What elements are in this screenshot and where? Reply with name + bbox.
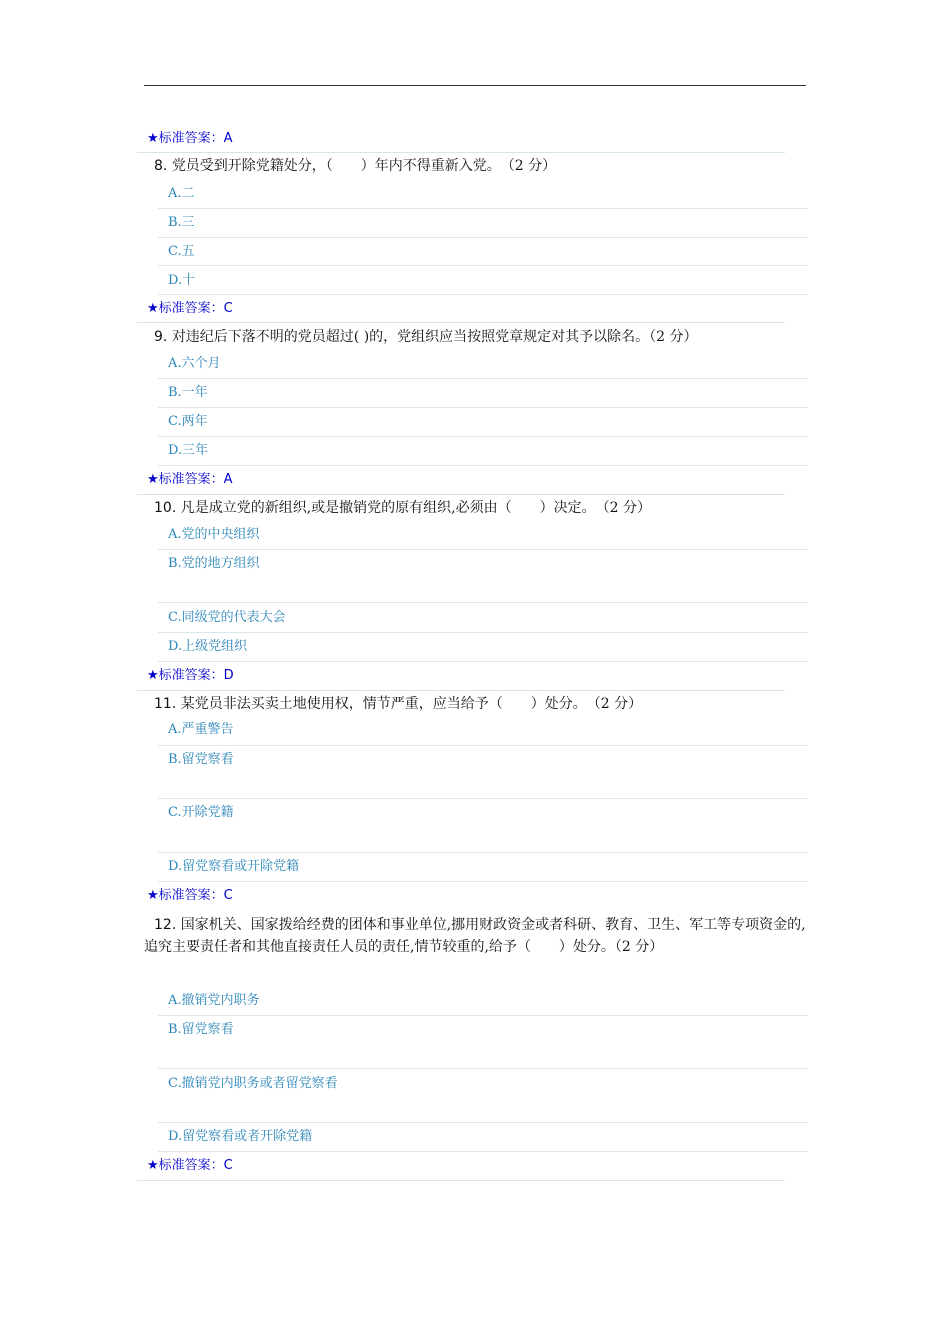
answer-label: ★标准答案： (147, 301, 224, 316)
option-11a[interactable]: A.严重警告 (168, 722, 234, 737)
option-rule (158, 1068, 808, 1069)
answer-line-11 (147, 888, 233, 904)
answer-line-8 (147, 301, 233, 317)
question-10 (154, 497, 651, 519)
question-number: 9. (154, 329, 168, 345)
option-12a[interactable]: A.撤销党内职务 (168, 993, 260, 1008)
option-rule (158, 1015, 808, 1016)
option-8d[interactable]: D.十 (168, 273, 196, 288)
answer-rule (137, 1180, 785, 1181)
option-rule (158, 661, 808, 662)
option-rule (158, 798, 808, 799)
option-rule (158, 632, 808, 633)
question-8 (154, 155, 556, 177)
option-rule (158, 852, 808, 853)
question-number: 12. (154, 917, 177, 933)
option-10a[interactable]: A.党的中央组织 (168, 527, 260, 542)
question-number: 11. (154, 696, 177, 712)
question-number: 10. (154, 500, 177, 516)
answer-label: ★标准答案： (147, 1158, 224, 1173)
answer-label: ★标准答案： (147, 668, 224, 683)
option-12d[interactable]: D.留党察看或者开除党籍 (168, 1129, 313, 1144)
answer-value: A (223, 131, 233, 146)
option-rule (158, 881, 808, 882)
option-rule (158, 378, 808, 379)
option-rule (158, 407, 808, 408)
option-rule (158, 265, 808, 266)
question-text: 国家机关、国家拨给经费的团体和事业单位,挪用财政资金或者科研、教育、卫生、军工等专项资金的,追究主要责任者和其他直接责任人员的责任,情节较重的,给予（ ）处分。（2 分） (144, 917, 806, 955)
question-text: 对违纪后下落不明的党员超过( )的，党组织应当按照党章规定对其予以除名。（2 分） (171, 329, 698, 345)
option-9a[interactable]: A.六个月 (168, 356, 221, 371)
option-11c[interactable]: C.开除党籍 (168, 805, 234, 820)
answer-line-10 (147, 668, 234, 684)
option-9d[interactable]: D.三年 (168, 443, 209, 458)
answer-label: ★标准答案： (147, 472, 224, 487)
answer-value: A (223, 472, 233, 487)
option-10d[interactable]: D.上级党组织 (168, 639, 248, 654)
question-text: 党员受到开除党籍处分，（ ）年内不得重新入党。 （2 分） (171, 158, 557, 174)
answer-line-12 (147, 1158, 233, 1174)
option-rule (158, 1122, 808, 1123)
question-text: 凡是成立党的新组织,或是撤销党的原有组织,必须由（ ）决定。 （2 分） (180, 500, 651, 516)
option-12c[interactable]: C.撤销党内职务或者留党察看 (168, 1076, 338, 1091)
option-11b[interactable]: B.留党察看 (168, 752, 234, 767)
question-text: 某党员非法买卖土地使用权，情节严重，应当给予（ ）处分。 （2 分） (180, 696, 643, 712)
question-9 (154, 326, 698, 348)
answer-value: C (223, 301, 233, 316)
option-rule (158, 549, 808, 550)
option-rule (158, 294, 808, 295)
option-9c[interactable]: C.两年 (168, 414, 208, 429)
answer-value: D (223, 668, 234, 683)
option-rule (158, 745, 808, 746)
answer-value: C (223, 1158, 233, 1173)
option-10b[interactable]: B.党的地方组织 (168, 556, 260, 571)
option-8c[interactable]: C.五 (168, 244, 195, 259)
option-rule (158, 602, 808, 603)
header-rule (144, 85, 806, 86)
question-11 (154, 693, 642, 715)
answer-rule (137, 690, 785, 691)
answer-rule (137, 152, 785, 153)
answer-line-9 (147, 472, 233, 488)
answer-line-7 (147, 131, 233, 147)
answer-label: ★标准答案： (147, 888, 224, 903)
question-number: 8. (154, 158, 168, 174)
option-rule (158, 465, 808, 466)
option-rule (158, 208, 808, 209)
option-10c[interactable]: C.同级党的代表大会 (168, 610, 286, 625)
option-rule (158, 436, 808, 437)
question-12 (144, 914, 806, 958)
answer-label: ★标准答案： (147, 131, 224, 146)
option-8a[interactable]: A.二 (168, 186, 195, 201)
option-rule (158, 1151, 808, 1152)
option-rule (158, 237, 808, 238)
option-8b[interactable]: B.三 (168, 215, 195, 230)
option-12b[interactable]: B.留党察看 (168, 1022, 234, 1037)
answer-rule (137, 322, 785, 323)
answer-value: C (223, 888, 233, 903)
answer-rule (137, 494, 785, 495)
option-11d[interactable]: D.留党察看或开除党籍 (168, 859, 300, 874)
option-9b[interactable]: B.一年 (168, 385, 208, 400)
